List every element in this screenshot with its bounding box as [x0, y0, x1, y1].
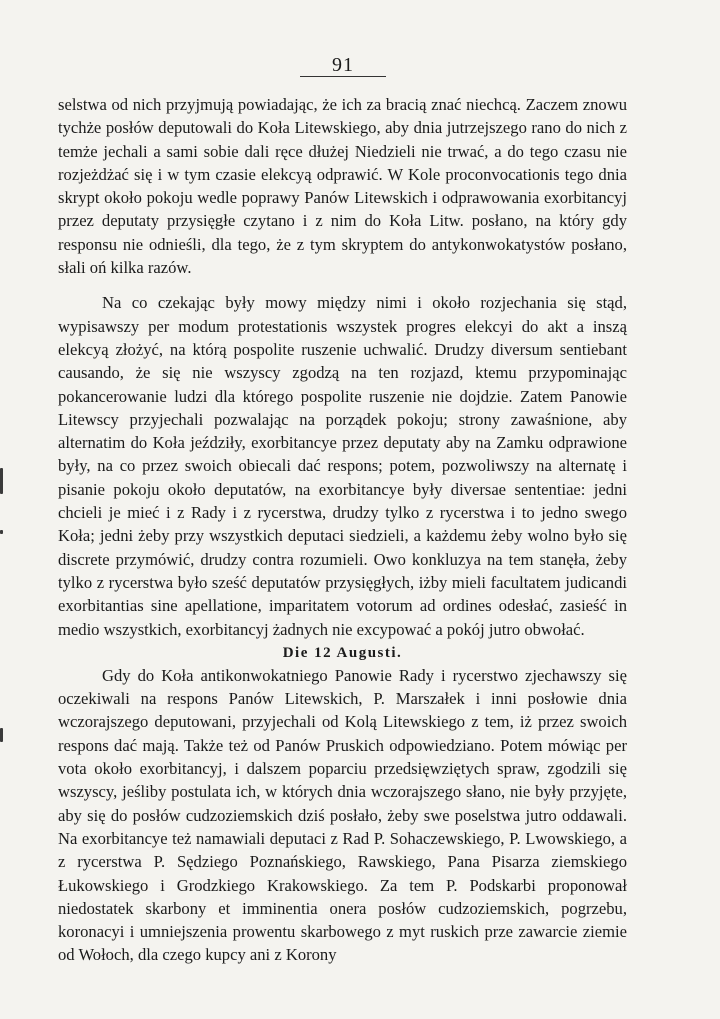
section-heading: Die 12 Augusti.	[282, 644, 403, 661]
binding-edge-mark	[0, 728, 3, 742]
page-number-rule	[300, 76, 386, 77]
page-number: 91	[332, 54, 354, 76]
paragraph-3: Gdy do Koła antikonwokatniego Panowie Rady i rycerstwo zjechawszy się oczekiwali na respons Panów Litewskich, P. Marszałek i inni posłowie dnia wczorajszego deputowani, przyjechali od Kolą Litewskiego z tem, iż przez swoich respons dać mają. Także też od Panów Pruskich odpowiedziano. Potem mówiąc per vota około exorbitancyj, i dalszem poparciu przedsięwziętych spraw, zgodzili się wszyscy, jeśliby postulata ich, w których dnia wczorajszego słano, nie były przyjęte, aby się do posłów cudzoziemskich dziś posłało, żeby swe poselstwa jutro oddawali. Na exorbitancye też namawiali deputaci z Rad P. Sohaczewskiego, P. Lwowskiego, a z rycerstwa P. Sędziego Poznańskiego, Rawskiego, Pana Pisarza ziemskiego Łukowskiego i Grodzkiego Krakowskiego. Za tem P. Podskarbi proponował niedostatek skarbony et imminentia onera posłów cudzoziemskich, pogrzebu, koronacyi i umniejszenia prowentu skarbowego z myt ruskich prze zawarcie ziemie od Wołoch, dla czego kupcy ani z Korony	[58, 665, 627, 965]
binding-edge-mark	[0, 530, 3, 534]
paragraph-2: Na co czekając były mowy między nimi i około rozjechania się stąd, wypisawszy per modum protestationis wszystek progres elekcyi do akt a inszą elekcyą złożyć, na którą pospolite ruszenie uchwalić. Drudzy diversum sentiebant causando, że się nie wszyscy zgodzą na ten rozjazd, ktemu przypominając pokancerowanie ludzi dla którego pospolite ruszenie nie dojdzie. Zatem Panowie Litewscy przyjechali pozwalając na porządek pokoju; strony zawaśnione, aby alternatim do Koła jeździły, exorbitancye przez deputaty aby na Zamku odprawione były, na co przez swoich obiecali dać respons; potem, pozwoliwszy na alternatę i pisanie pokoju około deputatów, na exorbitancye były diversae sententiae: jedni chcieli je mieć i z Rady i z rycerstwa, drudzy tylko z rycerstwa i to jedno swego Koła; jedni żeby przy wszystkich deputaci siedzieli, a każdemu żeby wolno było się discrete przymówić, drudzy contra rozumieli. Owo konkluzya na tem stanęła, żeby tylko z rycerstwa było sześć deputatów przysięgłych, iżby mieli facultatem judicandi exorbitantias sine apellatione, imparitatem votorum ad ordines odesłać, zasieść in medio wszystkich, exorbitancyj żadnych nie excypować a pokój jutro obwołać.	[58, 293, 627, 639]
paragraph-1: selstwa od nich przyjmują powiadając, że ich za bracią znać niechcą. Zaczem znowu tychże posłów deputowali do Koła Litewskiego, aby dnia jutrzejszego rano do nich z temże jechali a sami sobie dali ręce dłużej Niedzieli nie trwać, a do tego czasu nie rozjeżdżać się i w tym czasie elekcyą odprawić. W Kole proconvocationis tego dnia skrypt około pokoju wedle poprawy Panów Litewskich i odprawowania exorbitancyj przez deputaty przysięgłe czytano i z nim do Koła Litw. posłano, na który gdy responsu nie odnieśli, dla tego, że z tym skryptem do antykonwokatystów posłano, słali oń kilka razów.	[58, 95, 627, 278]
body-text	[58, 93, 627, 979]
binding-edge-mark	[0, 468, 3, 494]
